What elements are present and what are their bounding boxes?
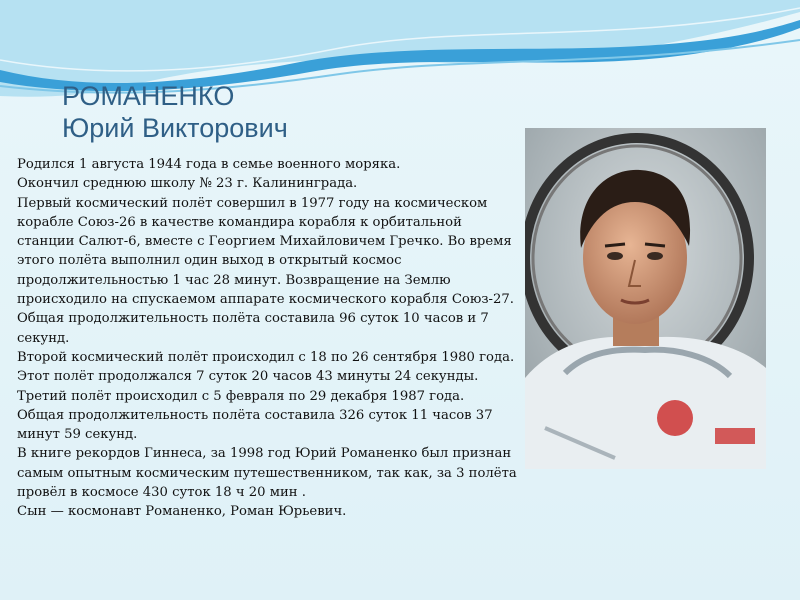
title-surname: РОМАНЕНКО: [62, 81, 235, 111]
bio-paragraph: Родился 1 августа 1944 года в семье военного моряка.: [17, 157, 401, 172]
bio-paragraph: Третий полёт происходил с 5 февраля по 29 декабря 1987 года.: [17, 388, 465, 404]
bio-paragraph: Второй космический полёт происходил с 18 по 26 сентября 1980 года. Этот полёт продолжался 7 суток 20 часов 43 минуты 24 секунды.: [17, 349, 515, 385]
biography-text: [17, 155, 522, 522]
bio-paragraph: В книге рекордов Гиннеса, за 1998 год Юрий Романенко был признан самым опытным космическим путешественником, так как, за 3 полёта провёл в космосе 430 суток 18 ч 20 мин .: [17, 446, 517, 501]
cosmonaut-portrait: [525, 128, 766, 469]
page-title: [62, 80, 288, 144]
bio-paragraph: Общая продолжительность полёта составила 326 суток 11 часов 37 минут 59 секунд.: [17, 407, 493, 443]
bio-paragraph: Сын — космонавт Романенко, Роман Юрьевич.: [17, 504, 347, 520]
bio-paragraph: Первый космический полёт совершил в 1977 году на космическом корабле Союз-26 в качестве командира корабля к орбитальной станции Салют-6, вместе с Георгием Михайловичем Гречко. Во время этого полёта выполнил один выход в открытый космос продолжительностью 1 час 28 минут. Возвращение на Землю происходило на спускаемом аппарате космического корабля Союз-27. Общая продолжительность полёта составила 96 суток 10 часов и 7 секунд.: [17, 195, 514, 346]
title-name: Юрий Викторович: [62, 113, 288, 143]
bio-paragraph: Окончил среднюю школу № 23 г. Калининграда.: [17, 176, 358, 192]
